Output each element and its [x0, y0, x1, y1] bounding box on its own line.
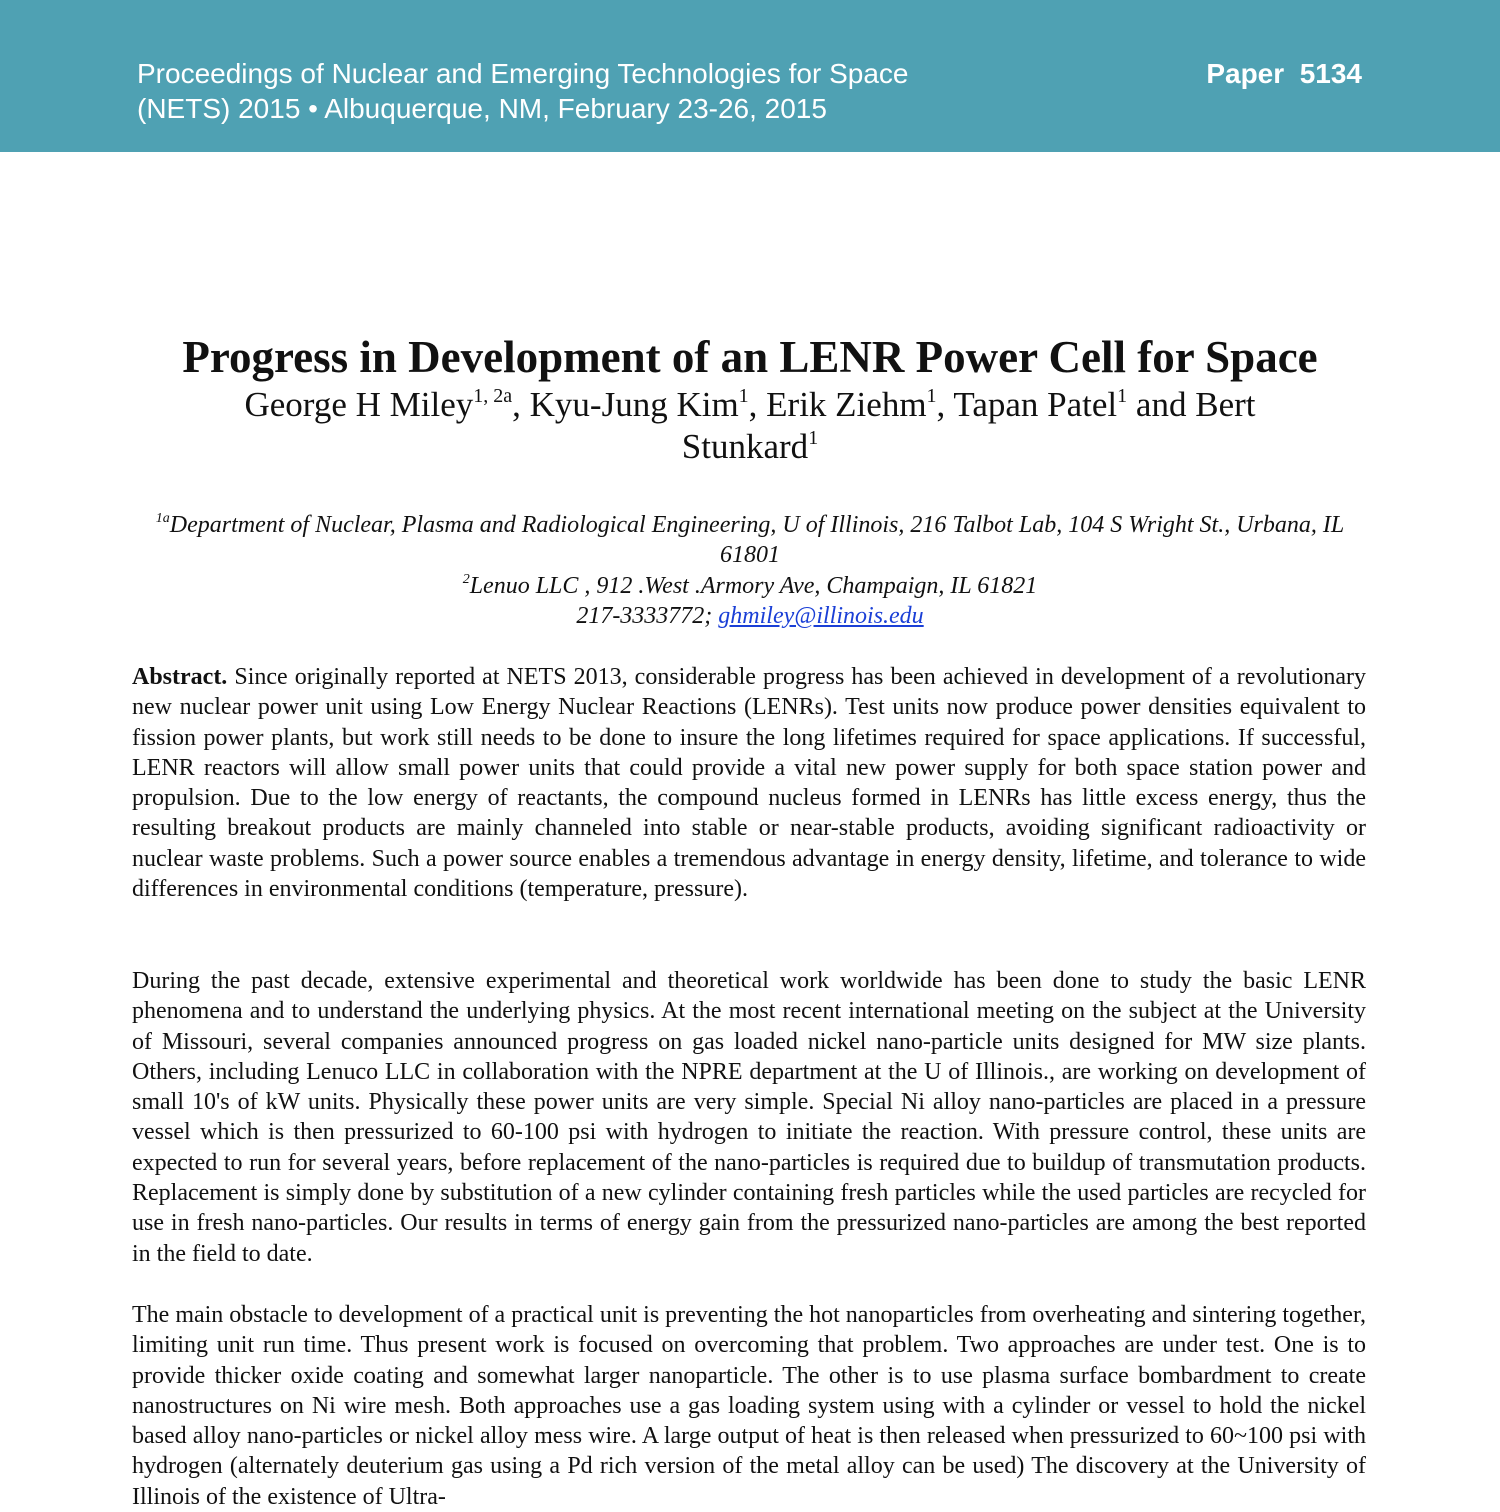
contact-phone: 217-3333772; [576, 602, 719, 629]
affiliation-text: Lenuo LLC , 912 .West .Armory Ave, Champaign, IL 61821 [469, 572, 1038, 599]
author-separator: , [936, 385, 954, 424]
header-banner [0, 0, 1500, 152]
body-paragraph-3: The main obstacle to development of a practical unit is preventing the hot nanoparticles from overheating and sintering together, limiting unit run time. Thus present work is focused on overcoming that problem. Two approaches are under test. One is to provide thicker oxide coating and somewhat larger nanoparticle. The other is to use plasma surface bombardment to create nanostructures on Ni wire mesh. Both approaches use a gas loading system using with a cylinder or vessel to hold the nickel based alloy nano-particles or nickel alloy mess wire. A large output of heat is then released when pressurized to 60~100 psi with hydrogen (alternately deuterium gas using a Pd rich version of the metal alloy can be used) The discovery at the University of Illinois of the existence of Ultra- [132, 1302, 1366, 1510]
author-separator: , [748, 385, 767, 424]
paper-title: Progress in Development of an LENR Power Cell for Space [182, 332, 1318, 382]
author-name: Tapan Patel [953, 385, 1118, 424]
author-affiliation-mark: 1 [1117, 385, 1128, 407]
affiliation-mark: 2 [462, 571, 470, 587]
author-affiliation-mark: 1, 2a [473, 385, 513, 407]
affiliation-text: Department of Nuclear, Plasma and Radiological Engineering, U of Illinois, 216 Talbot Lab, 104 S Wright St., Urbana, IL 61801 [169, 512, 1345, 569]
body-paragraph-2: During the past decade, extensive experimental and theoretical work worldwide has been done to study the basic LENR phenomena and to understand the underlying physics. At the most recent international meeting on the subject at the University of Missouri, several companies announced progress on gas loaded nickel nano-particle units designed for MW size plants. Others, including Lenuco LLC in collaboration with the NPRE department at the U of Illinois., are working on development of small 10's of kW units. Physically these power units are very simple. Special Ni alloy nano-particles are placed in a pressure vessel which is then pressurized to 60-100 psi with hydrogen to initiate the reaction. With pressure control, these units are expected to run for several years, before replacement of the nano-particles is required due to buildup of transmutation products. Replacement is simply done by substitution of a new cylinder containing fresh particles while the used particles are recycled for use in fresh nano-particles. Our results in terms of energy gain from the pressurized nano-particles are among the best reported in the field to date. [132, 968, 1366, 1267]
affiliation-mark: 1a [155, 511, 170, 526]
conference-line-1: Proceedings of Nuclear and Emerging Technologies for Space [137, 58, 909, 89]
author-name: Bert Stunkard [681, 385, 1256, 466]
abstract-text: Since originally reported at NETS 2013, considerable progress has been achieved in development of a revolutionary new nuclear power unit using Low Energy Nuclear Reactions (LENRs). Test units now produce power densities equivalent to fission power plants, but work still needs to be done to insure the long lifetimes required for space applications. If successful, LENR reactors will allow small power units that could provide a vital new power supply for both space station power and propulsion. Due to the low energy of reactants, the compound nucleus formed in LENRs has little excess energy, thus the resulting breakout products are mainly channeled into stable or near-stable products, avoiding significant radioactivity or nuclear waste problems. Such a power source enables a tremendous advantage in energy density, lifetime, and tolerance to wide differences in environmental conditions (temperature, pressure). [132, 664, 1366, 903]
author-affiliation-mark: 1 [926, 385, 937, 407]
author-name: George H Miley [244, 385, 474, 424]
conference-info [137, 56, 909, 126]
author-affiliation-mark: 1 [738, 385, 749, 407]
abstract-label: Abstract. [132, 664, 228, 690]
affiliations [130, 510, 1370, 631]
author-name: Erik Ziehm [766, 385, 927, 424]
paper-number: Paper 5134 [1206, 58, 1362, 89]
affiliation-2 [130, 571, 1370, 601]
author-separator: , [512, 385, 530, 424]
abstract-paragraph [132, 662, 1366, 904]
author-name: Kyu-Jung Kim [529, 385, 739, 424]
author-list [195, 384, 1305, 468]
contact-line [130, 601, 1370, 631]
author-affiliation-mark: 1 [808, 427, 819, 449]
author-separator: and [1127, 385, 1196, 424]
contact-email-link[interactable]: ghmiley@illinois.edu [718, 602, 924, 629]
affiliation-1 [130, 510, 1370, 571]
conference-line-2: (NETS) 2015 • Albuquerque, NM, February 23-26, 2015 [137, 93, 827, 124]
